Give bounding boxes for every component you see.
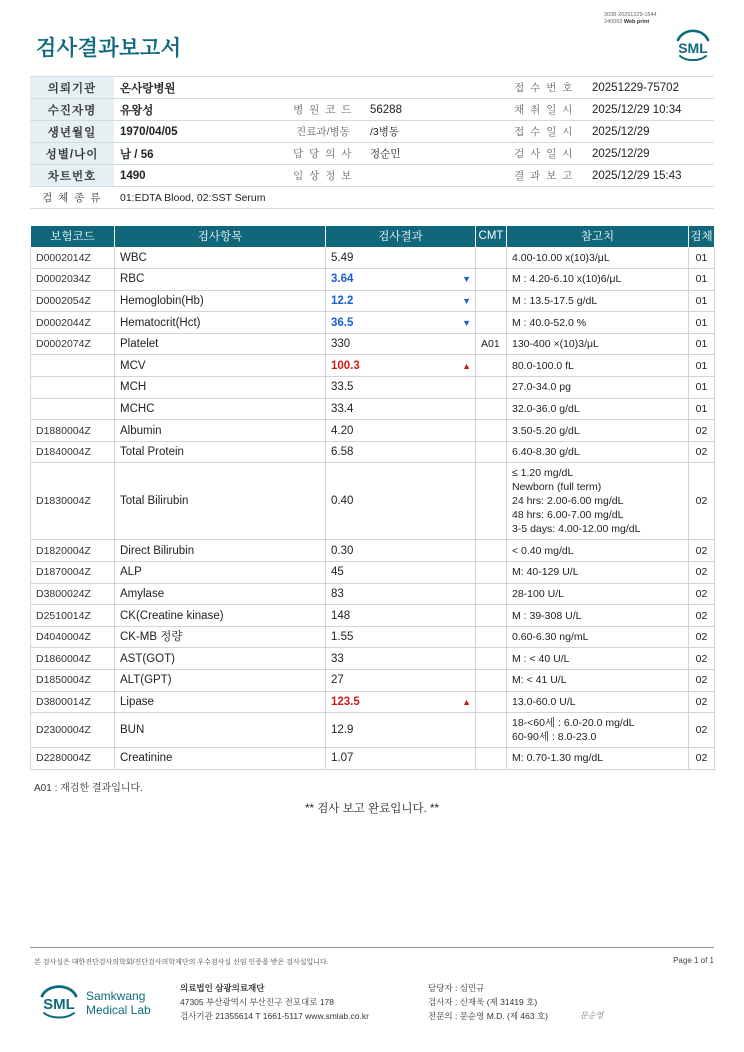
org-name: 의료법인 삼광의료재단 bbox=[180, 983, 265, 993]
reference-line: 28-100 U/L bbox=[512, 587, 564, 600]
result-value: 1.55 bbox=[331, 631, 354, 644]
result-row bbox=[31, 312, 715, 334]
hospital-code-label: 병 원 코 드 bbox=[282, 99, 364, 121]
result-specimen: 02 bbox=[689, 420, 715, 442]
result-code: D3800024Z bbox=[31, 583, 115, 605]
footnote: A01 : 재검한 결과입니다. bbox=[34, 783, 143, 794]
result-specimen: 01 bbox=[689, 247, 715, 269]
patient-value: 유왕성 bbox=[114, 99, 282, 121]
result-value: 330 bbox=[331, 338, 351, 351]
result-code bbox=[31, 355, 115, 377]
result-code: D1880004Z bbox=[31, 420, 115, 442]
result-row bbox=[31, 355, 715, 377]
result-comment bbox=[476, 540, 507, 562]
result-reference bbox=[507, 748, 689, 770]
result-specimen: 01 bbox=[689, 312, 715, 334]
result-value: 33 bbox=[331, 652, 344, 665]
result-code: D0002054Z bbox=[31, 290, 115, 312]
result-specimen: 01 bbox=[689, 290, 715, 312]
results-table bbox=[30, 226, 715, 770]
reference-line: ≤ 1.20 mg/dL bbox=[512, 467, 574, 480]
result-code: D0002034Z bbox=[31, 269, 115, 291]
result-item: ALP bbox=[115, 562, 326, 584]
result-row bbox=[31, 648, 715, 670]
result-row bbox=[31, 377, 715, 399]
reference-line: 80.0-100.0 fL bbox=[512, 359, 574, 372]
birth-label: 생년월일 bbox=[30, 121, 114, 143]
result-reference bbox=[507, 463, 689, 540]
test-date-label: 검 사 일 시 bbox=[502, 143, 586, 165]
result-comment bbox=[476, 713, 507, 748]
staff-manager: 담당자 : 심민규 bbox=[428, 983, 485, 993]
result-value-cell bbox=[326, 377, 476, 399]
dept-label: 진료과/병동 bbox=[282, 121, 364, 143]
result-comment bbox=[476, 583, 507, 605]
organization-info bbox=[180, 981, 369, 1023]
result-value-cell bbox=[326, 333, 476, 355]
brand-line2: Medical Lab bbox=[86, 1003, 151, 1017]
dept-value: /3병동 bbox=[364, 121, 502, 143]
result-value: 4.20 bbox=[331, 424, 354, 437]
result-row bbox=[31, 463, 715, 540]
result-code: D3800014Z bbox=[31, 691, 115, 713]
result-reference bbox=[507, 333, 689, 355]
result-comment bbox=[476, 398, 507, 420]
result-item: BUN bbox=[115, 713, 326, 748]
result-specimen: 02 bbox=[689, 583, 715, 605]
reference-line: 3-5 days: 4.00-12.00 mg/dL bbox=[512, 523, 641, 536]
report-complete-text: ** 검사 보고 완료입니다. ** bbox=[305, 803, 439, 815]
reference-line: 4.00-10.00 x(10)3/μL bbox=[512, 251, 610, 264]
reference-line: M: < 41 U/L bbox=[512, 674, 567, 687]
patient-label: 수진자명 bbox=[30, 99, 114, 121]
result-reference bbox=[507, 670, 689, 692]
result-value-cell bbox=[326, 312, 476, 334]
receipt-date-value: 2025/12/29 bbox=[586, 121, 714, 143]
result-row bbox=[31, 562, 715, 584]
result-value: 33.4 bbox=[331, 402, 354, 415]
clinical-value bbox=[364, 165, 502, 187]
reference-line: 13.0-60.0 U/L bbox=[512, 695, 576, 708]
chart-no-label: 차트번호 bbox=[30, 165, 114, 187]
result-item: MCV bbox=[115, 355, 326, 377]
result-row bbox=[31, 540, 715, 562]
results-header-row bbox=[31, 226, 715, 247]
collect-date-value: 2025/12/29 10:34 bbox=[586, 99, 714, 121]
test-date-value: 2025/12/29 bbox=[586, 143, 714, 165]
hospital-code-value: 56288 bbox=[364, 99, 502, 121]
low-flag-icon: ▼ bbox=[462, 295, 471, 306]
header-specimen: 검체 bbox=[689, 226, 715, 247]
result-reference bbox=[507, 540, 689, 562]
reference-line: M: 0.70-1.30 mg/dL bbox=[512, 752, 604, 765]
result-item: Albumin bbox=[115, 420, 326, 442]
result-item: RBC bbox=[115, 269, 326, 291]
result-comment bbox=[476, 269, 507, 291]
org-address: 47305 부산광역시 부산진구 전포대로 178 bbox=[180, 997, 335, 1007]
result-reference bbox=[507, 377, 689, 399]
result-reference bbox=[507, 312, 689, 334]
result-specimen: 01 bbox=[689, 355, 715, 377]
result-comment bbox=[476, 290, 507, 312]
result-specimen: 02 bbox=[689, 670, 715, 692]
result-code: D2510014Z bbox=[31, 605, 115, 627]
result-value: 5.49 bbox=[331, 251, 354, 264]
brand-name bbox=[86, 989, 151, 1017]
org-contact: 검사기관 21355614 T 1661-5117 www.smlab.co.kr bbox=[180, 1011, 369, 1021]
high-flag-icon: ▲ bbox=[462, 696, 471, 707]
birth-value: 1970/04/05 bbox=[114, 121, 282, 143]
svg-text:SML: SML bbox=[43, 996, 75, 1013]
result-comment bbox=[476, 562, 507, 584]
result-row bbox=[31, 605, 715, 627]
result-code: D2300004Z bbox=[31, 713, 115, 748]
specimen-label: 검 체 종 류 bbox=[30, 187, 114, 209]
result-reference bbox=[507, 398, 689, 420]
result-value: 123.5 bbox=[331, 695, 360, 708]
result-item: Total Bilirubin bbox=[115, 463, 326, 540]
reference-line: 24 hrs: 2.00-6.00 mg/dL bbox=[512, 495, 624, 508]
result-value-cell bbox=[326, 355, 476, 377]
result-reference bbox=[507, 626, 689, 648]
result-value-cell bbox=[326, 540, 476, 562]
result-code: D4040004Z bbox=[31, 626, 115, 648]
reference-line: 0.60-6.30 ng/mL bbox=[512, 631, 589, 644]
page-number: Page 1 of 1 bbox=[673, 956, 714, 965]
result-comment bbox=[476, 441, 507, 463]
result-item: Amylase bbox=[115, 583, 326, 605]
result-value: 33.5 bbox=[331, 381, 354, 394]
reference-line: 130-400 ×(10)3/μL bbox=[512, 338, 599, 351]
result-comment bbox=[476, 748, 507, 770]
result-row bbox=[31, 583, 715, 605]
result-value: 148 bbox=[331, 609, 351, 622]
reference-line: 18-<60세 : 6.0-20.0 mg/dL bbox=[512, 717, 635, 730]
result-comment bbox=[476, 377, 507, 399]
result-comment bbox=[476, 247, 507, 269]
result-specimen: 02 bbox=[689, 540, 715, 562]
brand-line1: Samkwang bbox=[86, 989, 146, 1003]
doctor-label: 담 당 의 사 bbox=[282, 143, 364, 165]
result-value-cell bbox=[326, 420, 476, 442]
result-specimen: 02 bbox=[689, 605, 715, 627]
result-code bbox=[31, 377, 115, 399]
receipt-date-label: 접 수 일 시 bbox=[502, 121, 586, 143]
reference-line: M : 4.20-6.10 x(10)6/μL bbox=[512, 273, 622, 286]
clinical-label: 임 상 정 보 bbox=[282, 165, 364, 187]
result-reference bbox=[507, 269, 689, 291]
specialist-signature: 문순영 bbox=[580, 1011, 604, 1020]
result-row bbox=[31, 333, 715, 355]
result-value-cell bbox=[326, 670, 476, 692]
result-value-cell bbox=[326, 691, 476, 713]
requester-label: 의뢰기관 bbox=[30, 77, 114, 99]
result-item: ALT(GPT) bbox=[115, 670, 326, 692]
result-value: 45 bbox=[331, 566, 344, 579]
result-row bbox=[31, 398, 715, 420]
reference-line: < 0.40 mg/dL bbox=[512, 544, 574, 557]
staff-info bbox=[428, 981, 548, 1023]
result-row bbox=[31, 290, 715, 312]
result-row bbox=[31, 269, 715, 291]
result-item: WBC bbox=[115, 247, 326, 269]
result-specimen: 02 bbox=[689, 748, 715, 770]
result-item: Direct Bilirubin bbox=[115, 540, 326, 562]
result-comment bbox=[476, 626, 507, 648]
result-value: 3.64 bbox=[331, 273, 354, 286]
report-date-value: 2025/12/29 15:43 bbox=[586, 165, 714, 187]
result-code: D2280004Z bbox=[31, 748, 115, 770]
result-value: 36.5 bbox=[331, 316, 354, 329]
result-comment bbox=[476, 605, 507, 627]
result-code: D1850004Z bbox=[31, 670, 115, 692]
result-code: D1860004Z bbox=[31, 648, 115, 670]
result-row bbox=[31, 626, 715, 648]
result-value-cell bbox=[326, 648, 476, 670]
result-row bbox=[31, 420, 715, 442]
sml-footer-logo-icon bbox=[36, 982, 82, 1022]
result-value: 12.2 bbox=[331, 294, 354, 307]
result-row bbox=[31, 713, 715, 748]
result-code: D0002074Z bbox=[31, 333, 115, 355]
result-value-cell bbox=[326, 713, 476, 748]
result-item: Lipase bbox=[115, 691, 326, 713]
reference-line: 3.50-5.20 g/dL bbox=[512, 424, 580, 437]
result-value: 27 bbox=[331, 674, 344, 687]
reference-line: 32.0-36.0 g/dL bbox=[512, 402, 580, 415]
doctor-value: 정순민 bbox=[364, 143, 502, 165]
result-specimen: 02 bbox=[689, 463, 715, 540]
receipt-no-label: 접 수 번 호 bbox=[502, 77, 586, 99]
report-print-code bbox=[604, 12, 714, 26]
result-reference bbox=[507, 420, 689, 442]
specimen-value: 01:EDTA Blood, 02:SST Serum bbox=[114, 187, 714, 209]
header-reference: 참고치 bbox=[507, 226, 689, 247]
reference-line: 60-90세 : 8.0-23.0 bbox=[512, 731, 597, 744]
reference-line: 6.40-8.30 g/dL bbox=[512, 446, 580, 459]
result-specimen: 02 bbox=[689, 713, 715, 748]
header-result: 검사결과 bbox=[326, 226, 476, 247]
reference-line: M: 40-129 U/L bbox=[512, 566, 579, 579]
result-specimen: 02 bbox=[689, 626, 715, 648]
staff-tester: 검사자 : 신재욱 (제 31419 호) bbox=[428, 997, 538, 1007]
result-value: 6.58 bbox=[331, 446, 354, 459]
result-value: 12.9 bbox=[331, 724, 354, 737]
result-specimen: 01 bbox=[689, 377, 715, 399]
result-item: MCH bbox=[115, 377, 326, 399]
low-flag-icon: ▼ bbox=[462, 317, 471, 328]
certification-text: 본 검사실은 대한진단검사의학회/진단검사의학재단의 우수검사실 신임 인증을 받은 검사실입니다. bbox=[34, 959, 329, 966]
header-cmt: CMT bbox=[476, 226, 507, 247]
result-comment: A01 bbox=[476, 333, 507, 355]
result-code: D1870004Z bbox=[31, 562, 115, 584]
patient-info-table bbox=[30, 76, 714, 209]
reference-line: 48 hrs: 6.00-7.00 mg/dL bbox=[512, 509, 624, 522]
result-reference bbox=[507, 355, 689, 377]
result-reference bbox=[507, 441, 689, 463]
result-reference bbox=[507, 605, 689, 627]
result-value: 0.30 bbox=[331, 544, 354, 557]
result-comment bbox=[476, 312, 507, 334]
result-value: 83 bbox=[331, 587, 344, 600]
staff-specialist: 전문의 : 문순영 M.D. (제 463 호) bbox=[428, 1011, 549, 1021]
result-value-cell bbox=[326, 269, 476, 291]
result-specimen: 01 bbox=[689, 269, 715, 291]
result-code: D0002044Z bbox=[31, 312, 115, 334]
print-code-line2: 240053 Web print bbox=[604, 19, 650, 25]
result-item: Hematocrit(Hct) bbox=[115, 312, 326, 334]
result-specimen: 01 bbox=[689, 333, 715, 355]
header-code: 보험코드 bbox=[31, 226, 115, 247]
receipt-no-value: 20251229-75702 bbox=[586, 77, 714, 99]
result-reference bbox=[507, 583, 689, 605]
result-comment bbox=[476, 691, 507, 713]
low-flag-icon: ▼ bbox=[462, 274, 471, 285]
sex-age-label: 성별/나이 bbox=[30, 143, 114, 165]
result-item: Total Protein bbox=[115, 441, 326, 463]
reference-line: 27.0-34.0 pg bbox=[512, 381, 571, 394]
result-row bbox=[31, 247, 715, 269]
result-comment bbox=[476, 463, 507, 540]
result-row bbox=[31, 670, 715, 692]
result-code: D0002014Z bbox=[31, 247, 115, 269]
page-title: 검사결과보고서 bbox=[36, 37, 182, 60]
result-item: AST(GOT) bbox=[115, 648, 326, 670]
requester-value: 온사랑병원 bbox=[114, 77, 502, 99]
result-value: 1.07 bbox=[331, 752, 354, 765]
result-specimen: 02 bbox=[689, 441, 715, 463]
high-flag-icon: ▲ bbox=[462, 360, 471, 371]
result-code: D1830004Z bbox=[31, 463, 115, 540]
result-code: D1820004Z bbox=[31, 540, 115, 562]
reference-line: M : 39-308 U/L bbox=[512, 609, 582, 622]
report-date-label: 결 과 보 고 bbox=[502, 165, 586, 187]
result-specimen: 02 bbox=[689, 648, 715, 670]
result-row bbox=[31, 441, 715, 463]
result-value-cell bbox=[326, 463, 476, 540]
result-row bbox=[31, 691, 715, 713]
chart-no-value: 1490 bbox=[114, 165, 282, 187]
reference-line: M : 13.5-17.5 g/dL bbox=[512, 294, 598, 307]
result-specimen: 02 bbox=[689, 691, 715, 713]
result-value-cell bbox=[326, 398, 476, 420]
result-reference bbox=[507, 290, 689, 312]
result-row bbox=[31, 748, 715, 770]
result-value-cell bbox=[326, 748, 476, 770]
result-reference bbox=[507, 648, 689, 670]
result-code: D1840004Z bbox=[31, 441, 115, 463]
result-reference bbox=[507, 713, 689, 748]
result-item: Hemoglobin(Hb) bbox=[115, 290, 326, 312]
result-value-cell bbox=[326, 562, 476, 584]
result-value-cell bbox=[326, 583, 476, 605]
result-item: Creatinine bbox=[115, 748, 326, 770]
sex-age-value: 남 / 56 bbox=[114, 143, 282, 165]
result-comment bbox=[476, 420, 507, 442]
sml-logo-icon bbox=[672, 26, 714, 66]
result-specimen: 01 bbox=[689, 398, 715, 420]
result-item: CK-MB 정량 bbox=[115, 626, 326, 648]
result-value-cell bbox=[326, 605, 476, 627]
result-comment bbox=[476, 648, 507, 670]
svg-text:SML: SML bbox=[678, 40, 708, 56]
result-item: MCHC bbox=[115, 398, 326, 420]
result-reference bbox=[507, 247, 689, 269]
result-value-cell bbox=[326, 626, 476, 648]
result-reference bbox=[507, 562, 689, 584]
result-reference bbox=[507, 691, 689, 713]
result-value-cell bbox=[326, 290, 476, 312]
result-value-cell bbox=[326, 247, 476, 269]
print-code-line1: 3038-20251229-1544 bbox=[604, 12, 657, 18]
result-value: 100.3 bbox=[331, 359, 360, 372]
collect-date-label: 채 취 일 시 bbox=[502, 99, 586, 121]
result-specimen: 02 bbox=[689, 562, 715, 584]
result-value: 0.40 bbox=[331, 495, 354, 508]
reference-line: M : 40.0-52.0 % bbox=[512, 316, 587, 329]
reference-line: Newborn (full term) bbox=[512, 481, 602, 494]
result-code bbox=[31, 398, 115, 420]
result-item: CK(Creatine kinase) bbox=[115, 605, 326, 627]
result-comment bbox=[476, 670, 507, 692]
result-comment bbox=[476, 355, 507, 377]
result-value-cell bbox=[326, 441, 476, 463]
result-item: Platelet bbox=[115, 333, 326, 355]
reference-line: M : < 40 U/L bbox=[512, 652, 570, 665]
results-body bbox=[31, 247, 715, 769]
header-item: 검사항목 bbox=[115, 226, 326, 247]
footer-divider bbox=[30, 947, 714, 948]
